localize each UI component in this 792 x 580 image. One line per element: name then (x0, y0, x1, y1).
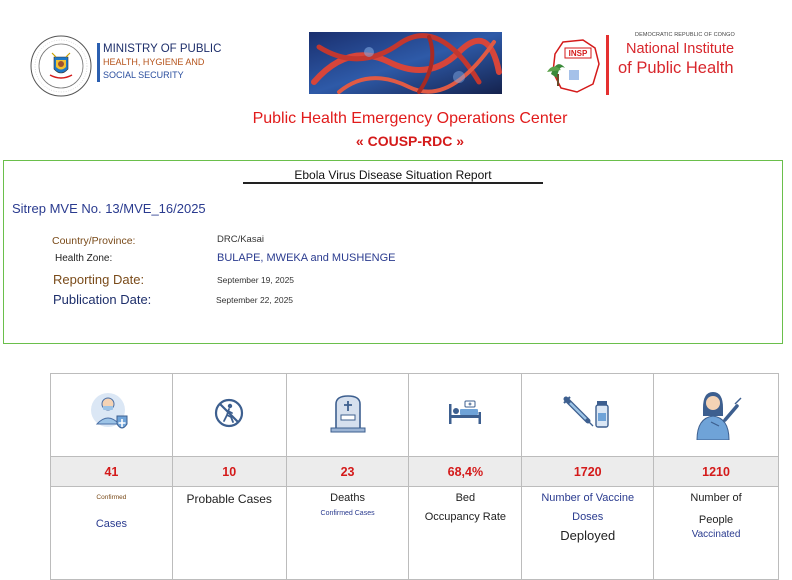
ministry-line-1: MINISTRY OF PUBLIC (103, 43, 222, 55)
probable-label: Probable Cases (186, 492, 272, 506)
insp-name (614, 32, 735, 78)
confirmed-label: Cases (95, 518, 127, 530)
insp-divider (606, 35, 609, 95)
ebola-virus-banner-image (309, 32, 502, 94)
deaths-value: 23 (286, 457, 409, 487)
publication-date-label: Publication Date: (53, 292, 152, 307)
vaccinated-person-icon (689, 386, 743, 440)
confirmed-value: 41 (51, 457, 173, 487)
center-subtitle: « COUSP-RDC » (355, 133, 465, 149)
ministry-line-2: HEALTH, HYGIENE AND (103, 57, 205, 67)
sitrep-number: Sitrep MVE No. 13/MVE_16/2025 (12, 201, 206, 216)
ministry-line-3: SOCIAL SECURITY (103, 70, 184, 80)
vaccinated-label-1: Number of (690, 492, 742, 504)
values-row (51, 457, 779, 487)
drc-seal-logo (30, 35, 92, 97)
insp-line-1: National Institute (626, 41, 735, 57)
vaccine-label-1: Number of Vaccine (541, 492, 635, 504)
syringe-vial-icon (562, 395, 614, 431)
bed-label-1: Bed (455, 492, 476, 504)
bed-occupancy-value: 68,4% (409, 457, 522, 487)
vaccinated-value: 1210 (654, 457, 779, 487)
vaccinated-label-2: People (698, 514, 734, 526)
confirmed-icon-cell (51, 374, 173, 457)
reporting-date-label: Reporting Date: (53, 272, 145, 287)
no-walking-icon (213, 397, 245, 429)
vaccine-doses-value: 1720 (522, 457, 654, 487)
probable-icon-cell (172, 374, 286, 457)
health-zone-label: Health Zone: (55, 253, 113, 264)
insp-line-2: of Public Health (618, 59, 734, 77)
deaths-label-cell (286, 487, 409, 580)
vaccinated-label-3: Vaccinated (691, 529, 741, 540)
report-title: Ebola Virus Disease Situation Report (294, 168, 492, 182)
patient-shield-icon (89, 390, 133, 436)
probable-label-cell (172, 487, 286, 580)
tombstone-icon (328, 392, 368, 434)
vaccinated-icon-cell (654, 374, 779, 457)
icons-row (51, 374, 779, 457)
bed-label-2: Occupancy Rate (424, 511, 507, 523)
country-value: DRC/Kasai (217, 234, 264, 245)
vaccine-label-2: Doses (572, 511, 604, 523)
deaths-icon-cell (286, 374, 409, 457)
reporting-date-value: September 19, 2025 (217, 275, 295, 285)
health-zone-value: BULAPE, MWEKA and MUSHENGE (217, 252, 396, 264)
labels-row (51, 487, 779, 580)
vaccine-label-cell (522, 487, 654, 580)
publication-date-value: September 22, 2025 (216, 295, 294, 305)
vaccinated-label-cell (654, 487, 779, 580)
confirmed-label-cell (51, 487, 173, 580)
bed-label-cell (409, 487, 522, 580)
deaths-small-label: Confirmed Cases (320, 510, 375, 517)
report-title-underline (243, 182, 543, 184)
probable-value: 10 (172, 457, 286, 487)
confirmed-small-label: Confirmed (96, 494, 127, 501)
key-figures-table (50, 373, 779, 580)
vaccine-label-3: Deployed (560, 528, 616, 543)
ministry-name (97, 43, 221, 82)
bed-icon-cell (409, 374, 522, 457)
svg-text:INSP: INSP (568, 49, 588, 58)
vaccine-icon-cell (522, 374, 654, 457)
center-title: Public Health Emergency Operations Center (252, 110, 568, 127)
insp-country: DEMOCRATIC REPUBLIC OF CONGO (635, 32, 735, 38)
deaths-label: Deaths (330, 492, 365, 504)
country-label: Country/Province: (52, 235, 136, 247)
insp-logo (543, 34, 605, 96)
hospital-bed-icon (447, 400, 483, 426)
